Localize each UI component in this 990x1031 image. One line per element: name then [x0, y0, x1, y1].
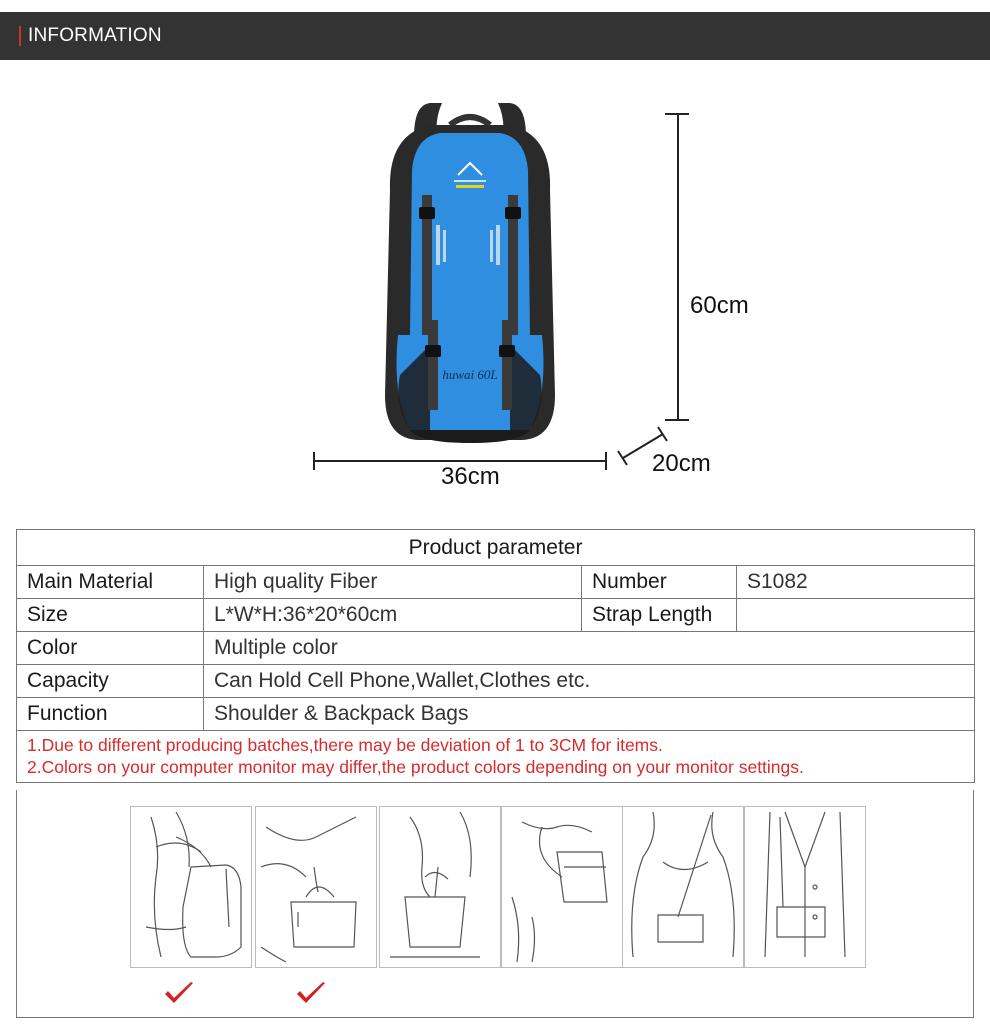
width-right-cap	[605, 452, 607, 470]
backpack-wearing-icon	[131, 807, 251, 967]
note-line: 1.Due to different producing batches,there may be deviation of 1 to 3CM for items.	[27, 735, 663, 755]
usage-scene-backpack	[130, 806, 252, 968]
row-value-function: Shoulder & Backpack Bags	[204, 698, 975, 731]
usage-scene-shoulder-bag	[501, 806, 623, 968]
header-title: INFORMATION	[28, 25, 162, 46]
row-label-strap-length: Strap Length	[582, 599, 737, 632]
row-value-size: L*W*H:36*20*60cm	[204, 599, 582, 632]
row-value-number: S1082	[737, 566, 975, 599]
table-row	[17, 665, 975, 698]
hand-carry-icon	[256, 807, 376, 967]
row-label-color: Color	[17, 632, 204, 665]
table-title: Product parameter	[17, 530, 975, 566]
row-label-size: Size	[17, 599, 204, 632]
width-left-cap	[313, 452, 315, 470]
row-label-capacity: Capacity	[17, 665, 204, 698]
row-label-number: Number	[582, 566, 737, 599]
row-value-capacity: Can Hold Cell Phone,Wallet,Clothes etc.	[204, 665, 975, 698]
width-dimension-line	[314, 460, 606, 462]
height-top-cap	[665, 113, 689, 115]
usage-scene-crossbody-coat	[744, 806, 866, 968]
backpack-logo-text: huwai 60L	[442, 367, 498, 382]
height-dimension-line	[677, 114, 679, 420]
row-label-main-material: Main Material	[17, 566, 204, 599]
height-label: 60cm	[690, 292, 749, 319]
row-value-main-material: High quality Fiber	[204, 566, 582, 599]
crossbody-dress-icon	[623, 807, 743, 967]
table-row	[17, 599, 975, 632]
backpack-image	[370, 95, 570, 445]
height-bottom-cap	[665, 419, 689, 421]
shoulder-bag-icon	[502, 807, 622, 967]
table-row	[17, 566, 975, 599]
header-accent-mark	[19, 26, 21, 46]
usage-section	[16, 790, 974, 1018]
usage-scene-elbow-carry	[379, 806, 501, 968]
table-row	[17, 698, 975, 731]
row-value-color: Multiple color	[204, 632, 975, 665]
check-mark-icon	[163, 980, 195, 1006]
notes-cell	[17, 731, 975, 783]
crossbody-coat-icon	[745, 807, 865, 967]
width-label: 36cm	[441, 463, 500, 490]
section-header	[0, 12, 990, 60]
product-parameter-table	[16, 529, 975, 783]
elbow-carry-icon	[380, 807, 500, 967]
depth-label: 20cm	[652, 450, 711, 477]
usage-scene-hand-carry	[255, 806, 377, 968]
note-line: 2.Colors on your computer monitor may differ,the product colors depending on your monitor settings.	[27, 757, 804, 777]
row-label-function: Function	[17, 698, 204, 731]
check-mark-icon	[295, 980, 327, 1006]
usage-scene-crossbody-dress	[622, 806, 744, 968]
table-row	[17, 632, 975, 665]
row-value-strap-length	[737, 599, 975, 632]
